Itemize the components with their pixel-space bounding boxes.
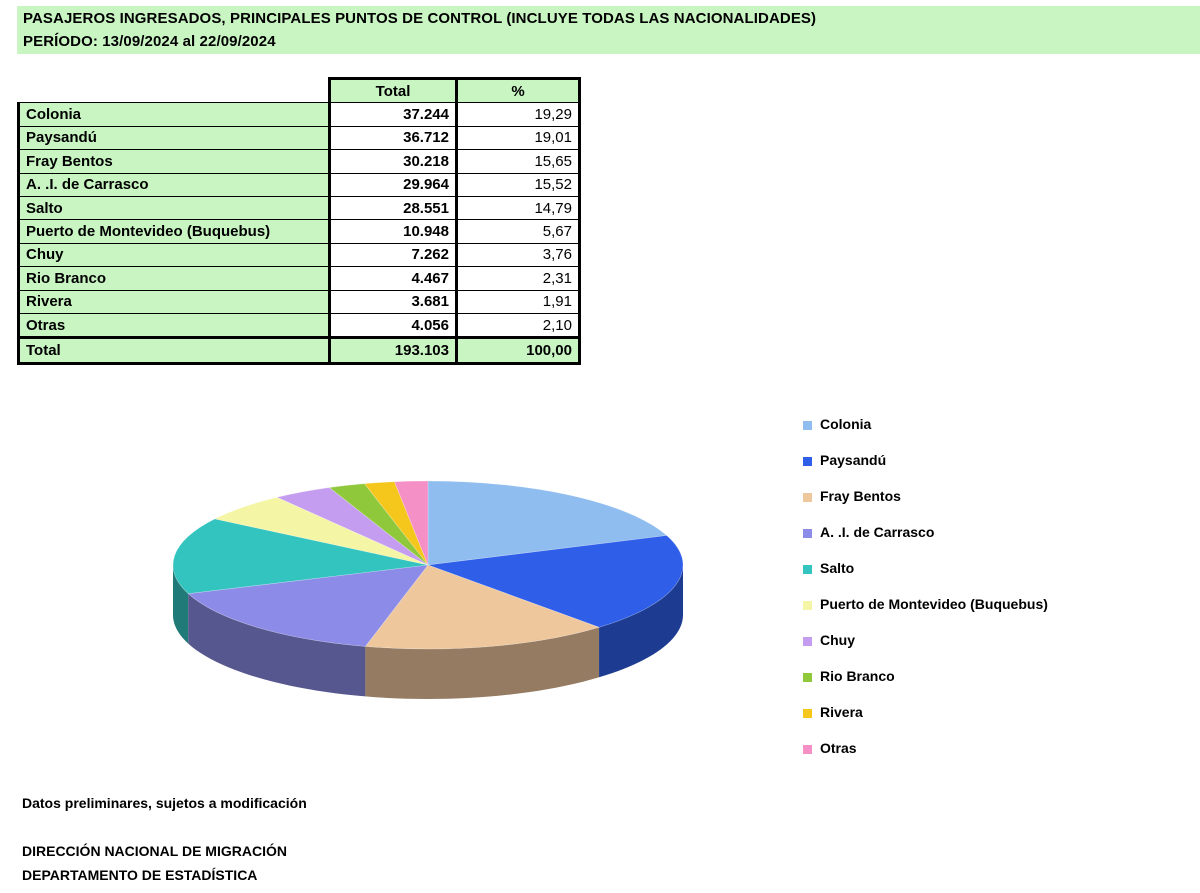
- row-pct-cell: 15,65: [457, 150, 580, 173]
- legend-label: Salto: [820, 560, 855, 576]
- legend-label: Colonia: [820, 416, 872, 432]
- table-row: [19, 243, 580, 266]
- table-row: [19, 313, 580, 337]
- department-name: DEPARTAMENTO DE ESTADÍSTICA: [22, 867, 258, 883]
- legend-swatch: [803, 565, 812, 574]
- row-pct-cell: 14,79: [457, 196, 580, 219]
- total-pct-cell: 100,00: [457, 338, 580, 363]
- table-header-row: [19, 79, 580, 103]
- legend-swatch: [803, 493, 812, 502]
- row-name-cell: Fray Bentos: [19, 150, 330, 173]
- legend-label: Chuy: [820, 632, 855, 648]
- table-row: [19, 103, 580, 126]
- row-name-cell: Rio Branco: [19, 267, 330, 290]
- legend-label: Rio Branco: [820, 668, 895, 684]
- row-total-cell: 7.262: [330, 243, 457, 266]
- legend-swatch: [803, 601, 812, 610]
- row-total-cell: 30.218: [330, 150, 457, 173]
- row-pct-cell: 5,67: [457, 220, 580, 243]
- row-name-cell: A. .I. de Carrasco: [19, 173, 330, 196]
- legend-label: A. .I. de Carrasco: [820, 524, 935, 540]
- column-header-total: Total: [330, 79, 457, 103]
- legend-swatch: [803, 709, 812, 718]
- legend-swatch: [803, 673, 812, 682]
- legend-label: Otras: [820, 740, 857, 756]
- row-total-cell: 10.948: [330, 220, 457, 243]
- row-name-cell: Colonia: [19, 103, 330, 126]
- total-value-cell: 193.103: [330, 338, 457, 363]
- row-name-cell: Salto: [19, 196, 330, 219]
- legend-swatch: [803, 457, 812, 466]
- legend-label: Fray Bentos: [820, 488, 901, 504]
- table-row: [19, 173, 580, 196]
- legend-label: Paysandú: [820, 452, 887, 468]
- row-total-cell: 29.964: [330, 173, 457, 196]
- table-total-row: [19, 338, 580, 363]
- row-pct-cell: 19,29: [457, 103, 580, 126]
- header-blank-cell: [19, 79, 330, 103]
- legend-swatch: [803, 529, 812, 538]
- table-row: [19, 290, 580, 313]
- row-total-cell: 36.712: [330, 126, 457, 149]
- title-band: [17, 6, 1200, 54]
- row-total-cell: 3.681: [330, 290, 457, 313]
- row-pct-cell: 2,10: [457, 313, 580, 337]
- legend-label: Rivera: [820, 704, 863, 720]
- legend-swatch: [803, 745, 812, 754]
- row-name-cell: Rivera: [19, 290, 330, 313]
- row-pct-cell: 3,76: [457, 243, 580, 266]
- row-total-cell: 4.467: [330, 267, 457, 290]
- org-name: DIRECCIÓN NACIONAL DE MIGRACIÓN: [22, 843, 287, 859]
- row-name-cell: Chuy: [19, 243, 330, 266]
- legend-swatch: [803, 637, 812, 646]
- pie-chart: [0, 380, 800, 740]
- data-table: [17, 77, 581, 365]
- table-row: [19, 267, 580, 290]
- report-period: PERÍODO: 13/09/2024 al 22/09/2024: [23, 33, 276, 50]
- table-row: [19, 196, 580, 219]
- column-header-pct: %: [457, 79, 580, 103]
- row-name-cell: Otras: [19, 313, 330, 337]
- row-name-cell: Paysandú: [19, 126, 330, 149]
- total-name-cell: Total: [19, 338, 330, 363]
- row-pct-cell: 15,52: [457, 173, 580, 196]
- row-pct-cell: 2,31: [457, 267, 580, 290]
- row-total-cell: 4.056: [330, 313, 457, 337]
- table-row: [19, 150, 580, 173]
- report-title: PASAJEROS INGRESADOS, PRINCIPALES PUNTOS DE CONTROL (INCLUYE TODAS LAS NACIONALIDADES): [23, 10, 817, 27]
- footnote: Datos preliminares, sujetos a modificación: [22, 795, 307, 811]
- legend-label: Puerto de Montevideo (Buquebus): [820, 596, 1048, 612]
- row-name-cell: Puerto de Montevideo (Buquebus): [19, 220, 330, 243]
- legend-swatch: [803, 421, 812, 430]
- table-row: [19, 220, 580, 243]
- row-pct-cell: 1,91: [457, 290, 580, 313]
- row-total-cell: 28.551: [330, 196, 457, 219]
- row-total-cell: 37.244: [330, 103, 457, 126]
- row-pct-cell: 19,01: [457, 126, 580, 149]
- table-row: [19, 126, 580, 149]
